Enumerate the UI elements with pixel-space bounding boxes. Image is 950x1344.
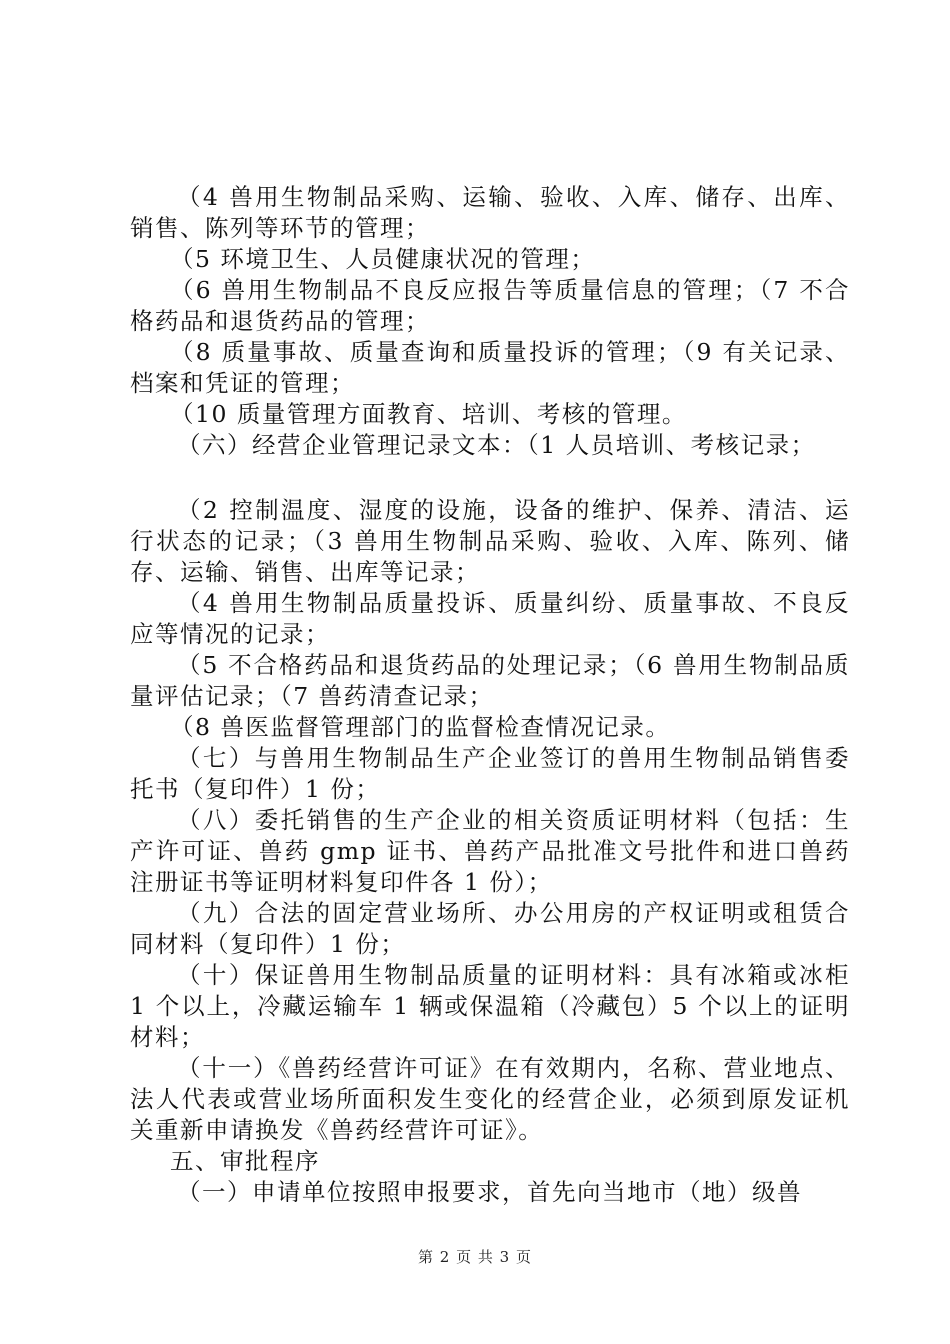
paragraph: （8 兽医监督管理部门的监督检查情况记录。 [170,713,671,741]
paragraph: （七）与兽用生物制品生产企业签订的兽用生物制品销售委托书（复印件）1 份； [130,744,850,803]
paragraph: （九）合法的固定营业场所、办公用房的产权证明或租赁合同材料（复印件）1 份； [130,899,850,958]
section-heading: 五、审批程序 [170,1147,320,1175]
paragraph: （4 兽用生物制品采购、运输、验收、入库、储存、出库、销售、陈列等环节的管理； [130,183,850,242]
paragraph: （六）经营企业管理记录文本：（1 人员培训、考核记录； [177,431,816,459]
document-body [130,182,850,1208]
paragraph-gap [130,461,850,495]
paragraph: （8 质量事故、质量查询和质量投诉的管理；（9 有关记录、档案和凭证的管理； [130,338,850,397]
paragraph: （10 质量管理方面教育、培训、考核的管理。 [170,400,687,428]
paragraph: （2 控制温度、湿度的设施，设备的维护、保养、清洁、运行状态的记录；（3 兽用生物制品采购、验收、入库、陈列、储存、运输、销售、出库等记录； [130,496,850,586]
paragraph: （八）委托销售的生产企业的相关资质证明材料（包括：生产许可证、兽药 gmp 证书、兽药产品批准文号批件和进口兽药注册证书等证明材料复印件各 1 份）； [130,806,850,896]
paragraph: （一）申请单位按照申报要求，首先向当地市（地）级兽 [177,1178,802,1206]
paragraph: （6 兽用生物制品不良反应报告等质量信息的管理；（7 不合格药品和退货药品的管理； [130,276,850,335]
paragraph: （十一）《兽药经营许可证》在有效期内，名称、营业地点、法人代表或营业场所面积发生变化的经营企业，必须到原发证机关重新申请换发《兽药经营许可证》。 [130,1054,850,1144]
paragraph: （5 不合格药品和退货药品的处理记录；（6 兽用生物制品质量评估记录；（7 兽药清查记录； [130,651,850,710]
paragraph: （十）保证兽用生物制品质量的证明材料：具有冰箱或冰柜 1 个以上，冷藏运输车 1 辆或保温箱（冷藏包）5 个以上的证明材料； [130,961,850,1051]
paragraph: （5 环境卫生、人员健康状况的管理； [170,245,596,273]
page-number-footer: 第 2 页 共 3 页 [418,1248,532,1266]
paragraph: （4 兽用生物制品质量投诉、质量纠纷、质量事故、不良反应等情况的记录； [130,589,850,648]
